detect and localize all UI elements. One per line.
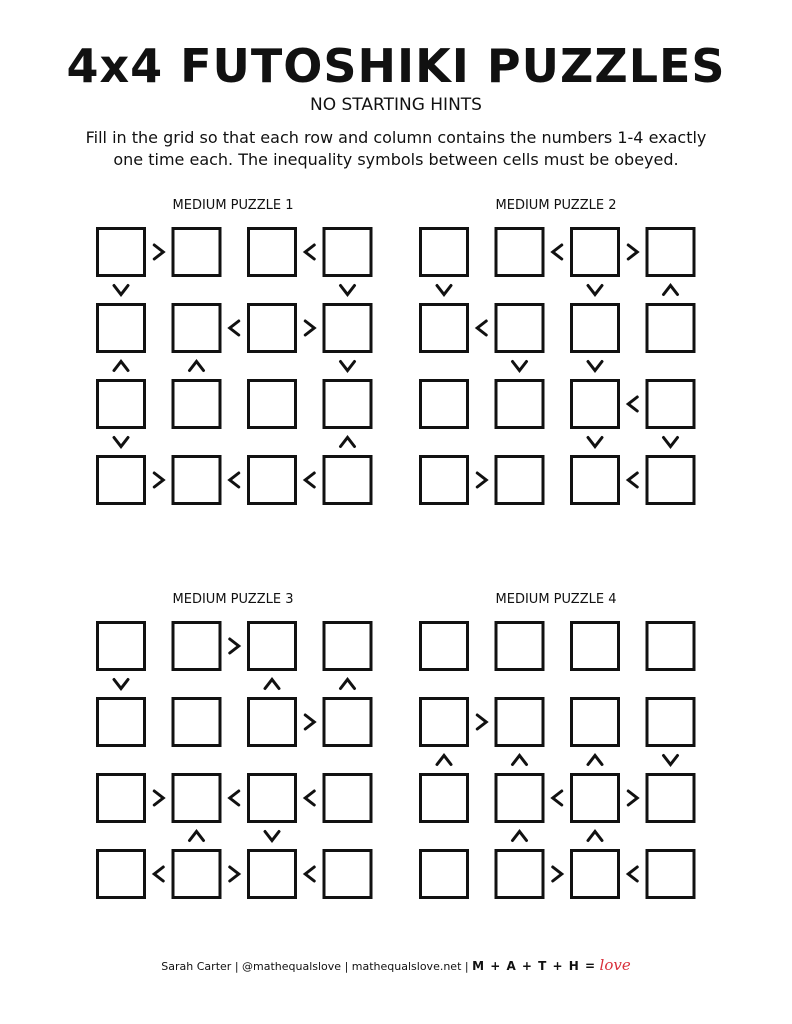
greater-than-sign [628, 245, 637, 259]
less-than-sign [305, 791, 314, 805]
footer-handle: @mathequalslove [242, 960, 342, 973]
up-chevron-sign [588, 756, 602, 765]
down-chevron-sign [341, 362, 355, 371]
grid-cell[interactable] [572, 623, 619, 670]
grid-cell[interactable] [496, 381, 543, 428]
grid-cell[interactable] [249, 775, 296, 822]
down-chevron-sign [114, 680, 128, 689]
grid-cell[interactable] [173, 381, 220, 428]
grid-cell[interactable] [324, 381, 371, 428]
less-than-sign [477, 321, 486, 335]
less-than-sign [230, 791, 239, 805]
grid-cell[interactable] [572, 229, 619, 276]
page-subtitle: NO STARTING HINTS [310, 95, 482, 115]
less-than-sign [553, 791, 562, 805]
less-than-sign [154, 867, 163, 881]
less-than-sign [628, 867, 637, 881]
grid-cell[interactable] [98, 229, 145, 276]
greater-than-sign [553, 867, 562, 881]
puzzle-grid-4 [421, 623, 695, 898]
grid-cell[interactable] [572, 457, 619, 504]
grid-cell[interactable] [496, 775, 543, 822]
grid-cell[interactable] [324, 305, 371, 352]
puzzle-label-4: MEDIUM PUZZLE 4 [495, 592, 617, 607]
grid-cell[interactable] [249, 229, 296, 276]
grid-cell[interactable] [98, 457, 145, 504]
less-than-sign [305, 867, 314, 881]
up-chevron-sign [513, 832, 527, 841]
down-chevron-sign [437, 286, 451, 295]
greater-than-sign [305, 715, 314, 729]
puzzle-grid-2 [421, 229, 695, 504]
grid-cell[interactable] [98, 699, 145, 746]
grid-cell[interactable] [647, 851, 694, 898]
down-chevron-sign [513, 362, 527, 371]
grid-cell[interactable] [249, 851, 296, 898]
down-chevron-sign [114, 438, 128, 447]
down-chevron-sign [588, 362, 602, 371]
grid-cell[interactable] [324, 851, 371, 898]
grid-cell[interactable] [421, 305, 468, 352]
up-chevron-sign [588, 832, 602, 841]
grid-cell[interactable] [249, 699, 296, 746]
less-than-sign [305, 473, 314, 487]
greater-than-sign [628, 791, 637, 805]
instructions-line-1: Fill in the grid so that each row and column contains the numbers 1-4 exactly [85, 128, 707, 147]
grid-cell[interactable] [98, 381, 145, 428]
grid-cell[interactable] [421, 229, 468, 276]
grid-cell[interactable] [324, 229, 371, 276]
less-than-sign [628, 397, 637, 411]
footer-website: mathequalslove.net [351, 960, 462, 973]
down-chevron-sign [664, 438, 678, 447]
greater-than-sign [154, 245, 163, 259]
grid-cell[interactable] [98, 305, 145, 352]
grid-cell[interactable] [647, 229, 694, 276]
footer-brand-love: love [599, 956, 631, 974]
grid-cell[interactable] [572, 699, 619, 746]
less-than-sign [553, 245, 562, 259]
grid-cell[interactable] [572, 851, 619, 898]
down-chevron-sign [265, 832, 279, 841]
grid-cell[interactable] [572, 775, 619, 822]
greater-than-sign [477, 473, 486, 487]
up-chevron-sign [114, 362, 128, 371]
up-chevron-sign [664, 286, 678, 295]
grid-cell[interactable] [98, 775, 145, 822]
grid-cell[interactable] [421, 851, 468, 898]
less-than-sign [628, 473, 637, 487]
up-chevron-sign [265, 680, 279, 689]
grid-cell[interactable] [421, 457, 468, 504]
page-title: 4x4 FUTOSHIKI PUZZLES [66, 39, 726, 93]
grid-cell[interactable] [173, 229, 220, 276]
puzzle-label-1: MEDIUM PUZZLE 1 [172, 198, 294, 213]
grid-cell[interactable] [173, 699, 220, 746]
grid-cell[interactable] [496, 623, 543, 670]
up-chevron-sign [341, 438, 355, 447]
grid-cell[interactable] [496, 305, 543, 352]
greater-than-sign [154, 473, 163, 487]
less-than-sign [230, 473, 239, 487]
grid-cell[interactable] [98, 623, 145, 670]
greater-than-sign [477, 715, 486, 729]
down-chevron-sign [114, 286, 128, 295]
down-chevron-sign [664, 756, 678, 765]
grid-cell[interactable] [647, 305, 694, 352]
footer-separator: | [344, 960, 352, 973]
grid-cell[interactable] [249, 457, 296, 504]
greater-than-sign [154, 791, 163, 805]
down-chevron-sign [588, 438, 602, 447]
grid-cell[interactable] [249, 305, 296, 352]
grid-cell[interactable] [173, 851, 220, 898]
grid-cell[interactable] [647, 699, 694, 746]
grid-cell[interactable] [572, 381, 619, 428]
instructions-line-2: one time each. The inequality symbols between cells must be obeyed. [113, 150, 679, 169]
grid-cell[interactable] [98, 851, 145, 898]
grid-cell[interactable] [496, 229, 543, 276]
up-chevron-sign [437, 756, 451, 765]
less-than-sign [230, 321, 239, 335]
up-chevron-sign [341, 680, 355, 689]
grid-cell[interactable] [496, 457, 543, 504]
grid-cell[interactable] [496, 699, 543, 746]
grid-cell[interactable] [647, 457, 694, 504]
up-chevron-sign [190, 832, 204, 841]
grid-cell[interactable] [421, 623, 468, 670]
footer [0, 955, 792, 975]
greater-than-sign [230, 639, 239, 653]
greater-than-sign [230, 867, 239, 881]
grid-cell[interactable] [421, 699, 468, 746]
down-chevron-sign [341, 286, 355, 295]
grid-cell[interactable] [173, 305, 220, 352]
puzzle-label-3: MEDIUM PUZZLE 3 [172, 592, 294, 607]
greater-than-sign [305, 321, 314, 335]
grid-cell[interactable] [421, 381, 468, 428]
up-chevron-sign [513, 756, 527, 765]
grid-cell[interactable] [324, 623, 371, 670]
grid-cell[interactable] [421, 775, 468, 822]
grid-cell[interactable] [173, 623, 220, 670]
grid-cell[interactable] [249, 623, 296, 670]
puzzle-label-2: MEDIUM PUZZLE 2 [495, 198, 617, 213]
grid-cell[interactable] [173, 775, 220, 822]
footer-brand: M + A + T + H = [472, 959, 597, 973]
grid-cell[interactable] [324, 457, 371, 504]
grid-cell[interactable] [647, 381, 694, 428]
puzzle-grid-1 [98, 229, 372, 504]
grid-cell[interactable] [647, 623, 694, 670]
grid-cell[interactable] [173, 457, 220, 504]
footer-separator: | [234, 960, 243, 973]
grid-cell[interactable] [647, 775, 694, 822]
less-than-sign [305, 245, 314, 259]
grid-cell[interactable] [324, 699, 371, 746]
grid-cell[interactable] [572, 305, 619, 352]
grid-cell[interactable] [496, 851, 543, 898]
puzzle-grid-3 [98, 623, 372, 898]
down-chevron-sign [588, 286, 602, 295]
grid-cell[interactable] [249, 381, 296, 428]
grid-cell[interactable] [324, 775, 371, 822]
up-chevron-sign [190, 362, 204, 371]
footer-author: Sarah Carter [161, 960, 232, 973]
footer-separator: | [464, 960, 473, 973]
